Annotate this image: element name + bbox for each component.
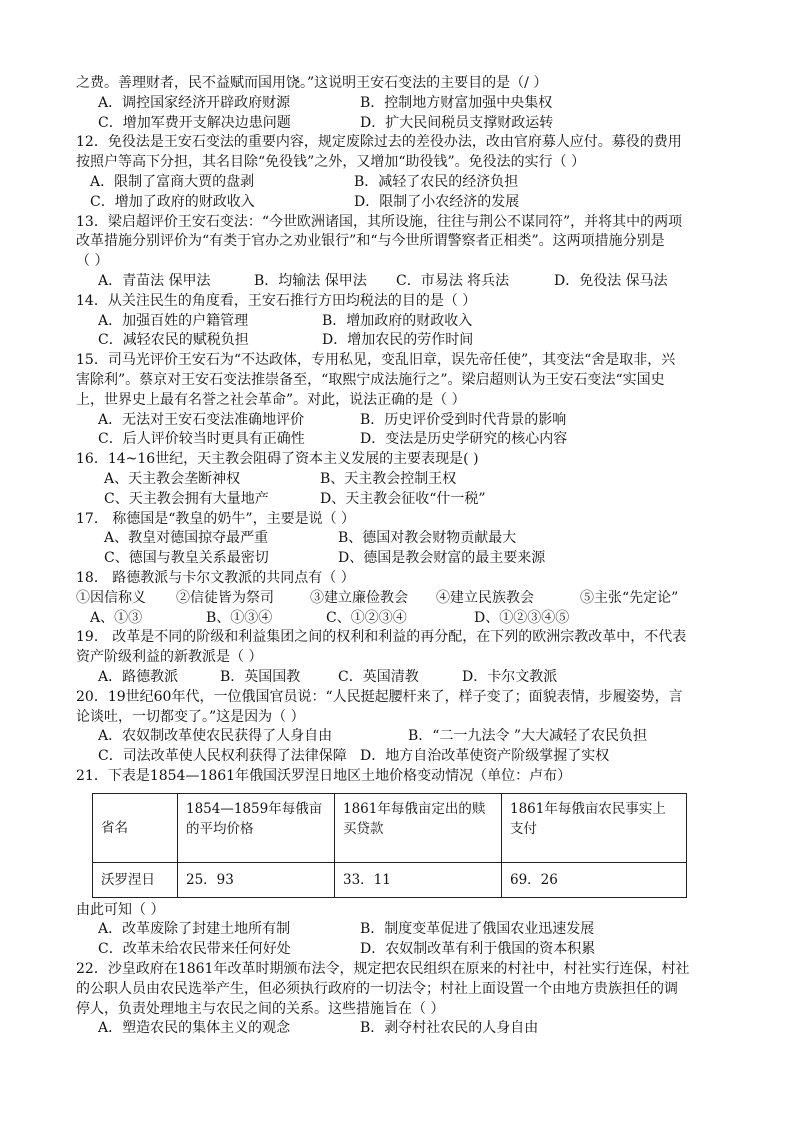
- q11-option-d: D．扩大民间税员支撑财政运转: [360, 114, 554, 131]
- q13-option-a: A．青苗法 保甲法: [98, 272, 211, 289]
- q16-option-a: A、天主教会垄断神权: [104, 470, 241, 487]
- q16-options-row1: [76, 470, 716, 490]
- table-cell-redemption-loan: 33．11: [335, 862, 502, 897]
- q17-option-d: D、德国是教会财富的最主要来源: [338, 550, 546, 567]
- q14-options-row1: [76, 312, 716, 332]
- q15-stem-line3: 上，世界史上最有名誉之社会革命”。对此，说法正确的是（ ）: [76, 391, 466, 408]
- q13-options: [76, 272, 716, 292]
- q11-stem: 之费。善理财者，民不益赋而国用饶。”这说明王安石变法的主要目的是（/ ）: [76, 75, 548, 91]
- q12-options-row2: [76, 193, 716, 213]
- q20-options-row1: [76, 727, 716, 747]
- q15-option-b: B．历史评价受到时代背景的影响: [360, 411, 567, 428]
- q12-option-d: D．限制了小农经济的发展: [354, 193, 520, 210]
- q21-options-row1: [76, 920, 716, 940]
- q19-option-b: B．英国国教: [220, 668, 301, 685]
- q12-stem-line1: 12．免役法是王安石变法的重要内容，规定废除过去的差役办法，改由官府募人应付。募役的费用: [76, 134, 682, 151]
- q18-item-2: ②信徒皆为祭司: [176, 589, 274, 606]
- q13-stem-line2: 改革措施分别评价为“有类于官办之劝业银行”和“与今世所谓警察者正相类”。这两项措施分别是: [76, 233, 665, 250]
- q11-options-row2: [76, 114, 716, 134]
- q15-stem-line1: 15．司马光评价王安石为“不达政体，专用私见，变乱旧章，误先帝任使”，其变法“舍是取非，兴: [76, 352, 676, 369]
- q19-stem-line1: 19． 改革是不同的阶级和利益集团之间的权利和利益的再分配，在下列的欧洲宗教改革中，不代表: [76, 629, 687, 646]
- q20-option-c: C．司法改革使人民权利获得了法律保障: [98, 748, 347, 765]
- table-header-avg-price-l1: 1854—1859年每俄亩: [186, 800, 323, 817]
- q17-options-row2: [76, 549, 716, 569]
- q18-options: [76, 609, 716, 629]
- q11-options-row1: [76, 94, 716, 114]
- q20-option-a: A．农奴制改革使农民获得了人身自由: [98, 728, 333, 745]
- q16-stem: 16．14~16世纪，天主教会阻碍了资本主义发展的主要表现是( ): [76, 451, 479, 468]
- q18-item-3: ③建立廉俭教会: [310, 589, 408, 606]
- q18-stem: 18． 路德教派与卡尔文教派的共同点有（ ）: [76, 569, 355, 586]
- q16-options-row2: [76, 490, 716, 510]
- q21-option-d: D．农奴制改革有利于俄国的资本积累: [360, 941, 596, 958]
- table-header-avg-price: [178, 793, 335, 862]
- q21-option-a: A．改革废除了封建土地所有制: [98, 921, 291, 938]
- q15-option-d: D．变法是历史学研究的核心内容: [360, 431, 568, 448]
- q18-items: [76, 589, 716, 609]
- q18-item-1: ①因信称义: [76, 589, 146, 606]
- q20-option-d: D．地方自治改革使资产阶级掌握了实权: [360, 748, 610, 765]
- q15-option-c: C．后人评价较当时更具有正确性: [98, 431, 305, 448]
- q14-option-b: B．增加政府的财政收入: [322, 312, 473, 329]
- q18-option-a: A、①③: [90, 609, 143, 626]
- q20-option-b: B．“二一九法令 ”大大减轻了农民负担: [408, 728, 648, 745]
- q13-option-d: D．免役法 保马法: [554, 272, 668, 289]
- q17-option-b: B、德国对教会财物贡献最大: [338, 530, 517, 547]
- q14-option-d: D．增加农民的劳作时间: [322, 332, 474, 349]
- table-cell-actual-payment: 69．26: [502, 862, 687, 897]
- table-header-avg-price-l2: 的平均价格: [186, 820, 254, 837]
- q15-options-row2: [76, 430, 716, 450]
- q18-option-c: C、①②③④: [326, 609, 407, 626]
- table-header-actual-payment-l1: 1861年每俄亩农民事实上: [510, 800, 666, 817]
- table-cell-avg-price: 25．93: [178, 862, 335, 897]
- exam-page: [76, 74, 716, 1039]
- table-header-province: [93, 793, 178, 862]
- q17-options-row1: [76, 529, 716, 549]
- q17-stem: 17． 称德国是“教皇的奶牛”，主要是说（ ）: [76, 510, 356, 527]
- q12-option-a: A．限制了富商大贾的盘剥: [90, 173, 255, 190]
- table-cell-province: 沃罗涅日: [93, 862, 178, 897]
- q15-options-row1: [76, 411, 716, 431]
- q19-option-c: C．英国清教: [338, 668, 419, 685]
- q18-item-5: ⑤主张“先定论”: [580, 589, 679, 606]
- q22-stem-line2: 的公职人员由农民选举产生，但必须执行政府的一切法令；村社上面设置一个由地方贵族担任的调: [76, 980, 678, 997]
- q19-option-a: A．路德教派: [98, 668, 179, 685]
- table-header-actual-payment-l2: 支付: [510, 820, 537, 837]
- q17-option-c: C、德国与教皇关系最密切: [104, 550, 269, 567]
- table-header-redemption-loan-l2: 买贷款: [343, 820, 384, 837]
- q11-option-a: A．调控国家经济开辟政府财源: [98, 94, 291, 111]
- price-table: [92, 793, 687, 898]
- q21-after: 由此可知（ ）: [76, 901, 165, 918]
- q18-option-d: D、①②③④⑤: [474, 609, 570, 626]
- q11-option-b: B．控制地方财富加强中央集权: [360, 94, 553, 111]
- q20-options-row2: [76, 747, 716, 767]
- table-header-redemption-loan-l1: 1861年每俄亩定出的赎: [343, 800, 486, 817]
- q13-option-b: B．均输法 保甲法: [254, 272, 367, 289]
- q22-option-b: B．剥夺村社农民的人身自由: [360, 1020, 539, 1037]
- q20-stem-line1: 20．19世纪60年代，一位俄国官员说：“人民挺起腰杆来了，样子变了；面貌表情，步履姿势，言: [76, 688, 683, 705]
- q22-stem-line1: 22．沙皇政府在1861年改革时期颁布法令，规定把农民组织在原来的村社中，村社实行连保，村社: [76, 961, 690, 978]
- q18-option-b: B、①③④: [206, 609, 273, 626]
- q12-options-row1: [76, 173, 716, 193]
- q19-option-d: D．卡尔文教派: [462, 668, 558, 685]
- table-header-redemption-loan: [335, 793, 502, 862]
- q16-option-b: B、天主教会控制王权: [320, 470, 457, 487]
- q14-option-c: C．减轻农民的赋税负担: [98, 332, 249, 349]
- q15-option-a: A．无法对王安石变法准确地评价: [98, 411, 305, 428]
- q13-stem-line3: （ ）: [76, 253, 109, 270]
- q11-option-c: C．增加军费开支解决边患问题: [98, 114, 291, 131]
- q13-stem-line1: 13．梁启超评价王安石变法：“今世欧洲诸国，其所设施，往往与荆公不谋同符”，并将其中的两项: [76, 213, 683, 230]
- q21-options-row2: [76, 940, 716, 960]
- q14-stem: 14．从关注民生的角度看，王安石推行方田均税法的目的是（ ）: [76, 292, 477, 309]
- q13-option-c: C．市易法 将兵法: [396, 272, 510, 289]
- q14-options-row2: [76, 331, 716, 351]
- price-table-header-row: [93, 793, 687, 862]
- q16-option-d: D、天主教会征收“什一税”: [320, 490, 486, 507]
- q22-option-a: A．塑造农民的集体主义的观念: [98, 1020, 291, 1037]
- q16-option-c: C、天主教会拥有大量地产: [104, 490, 269, 507]
- q22-options-row1: [76, 1019, 716, 1039]
- q20-stem-line2: 论谈吐，一切都变了。”这是因为（ ）: [76, 708, 305, 725]
- q12-option-b: B．减轻了农民的经济负担: [354, 173, 519, 190]
- q15-stem-line2: 害除利”。蔡京对王安石变法推崇备至，“取熙宁成法施行之”。梁启超则认为王安石变法“实国史: [76, 371, 665, 388]
- q12-option-c: C．增加了政府的财政收入: [90, 193, 255, 210]
- q19-stem-line2: 资产阶级利益的新教派是（ ）: [76, 649, 263, 666]
- q21-stem: 21．下表是1854—1861年俄国沃罗涅日地区土地价格变动情况（单位：卢布）: [76, 767, 572, 784]
- q14-option-a: A．加强百姓的户籍管理: [98, 312, 249, 329]
- q22-stem-line3: 停人，负责处理地主与农民之间的关系。这些措施旨在（ ）: [76, 1000, 445, 1017]
- q17-option-a: A、教皇对德国掠夺最严重: [104, 530, 269, 547]
- q12-stem-line2: 按照户等高下分担，其名目除“免役钱”之外，又增加“助役钱”。免役法的实行（ ）: [76, 154, 586, 171]
- q18-item-4: ④建立民族教会: [436, 589, 534, 606]
- price-table-row: [93, 862, 687, 897]
- q21-option-b: B．制度变革促进了俄国农业迅速发展: [360, 921, 595, 938]
- q21-option-c: C．改革未给农民带来任何好处: [98, 941, 291, 958]
- q19-options: [76, 668, 716, 688]
- table-header-province-text: 省名: [101, 819, 128, 836]
- table-header-actual-payment: [502, 793, 687, 862]
